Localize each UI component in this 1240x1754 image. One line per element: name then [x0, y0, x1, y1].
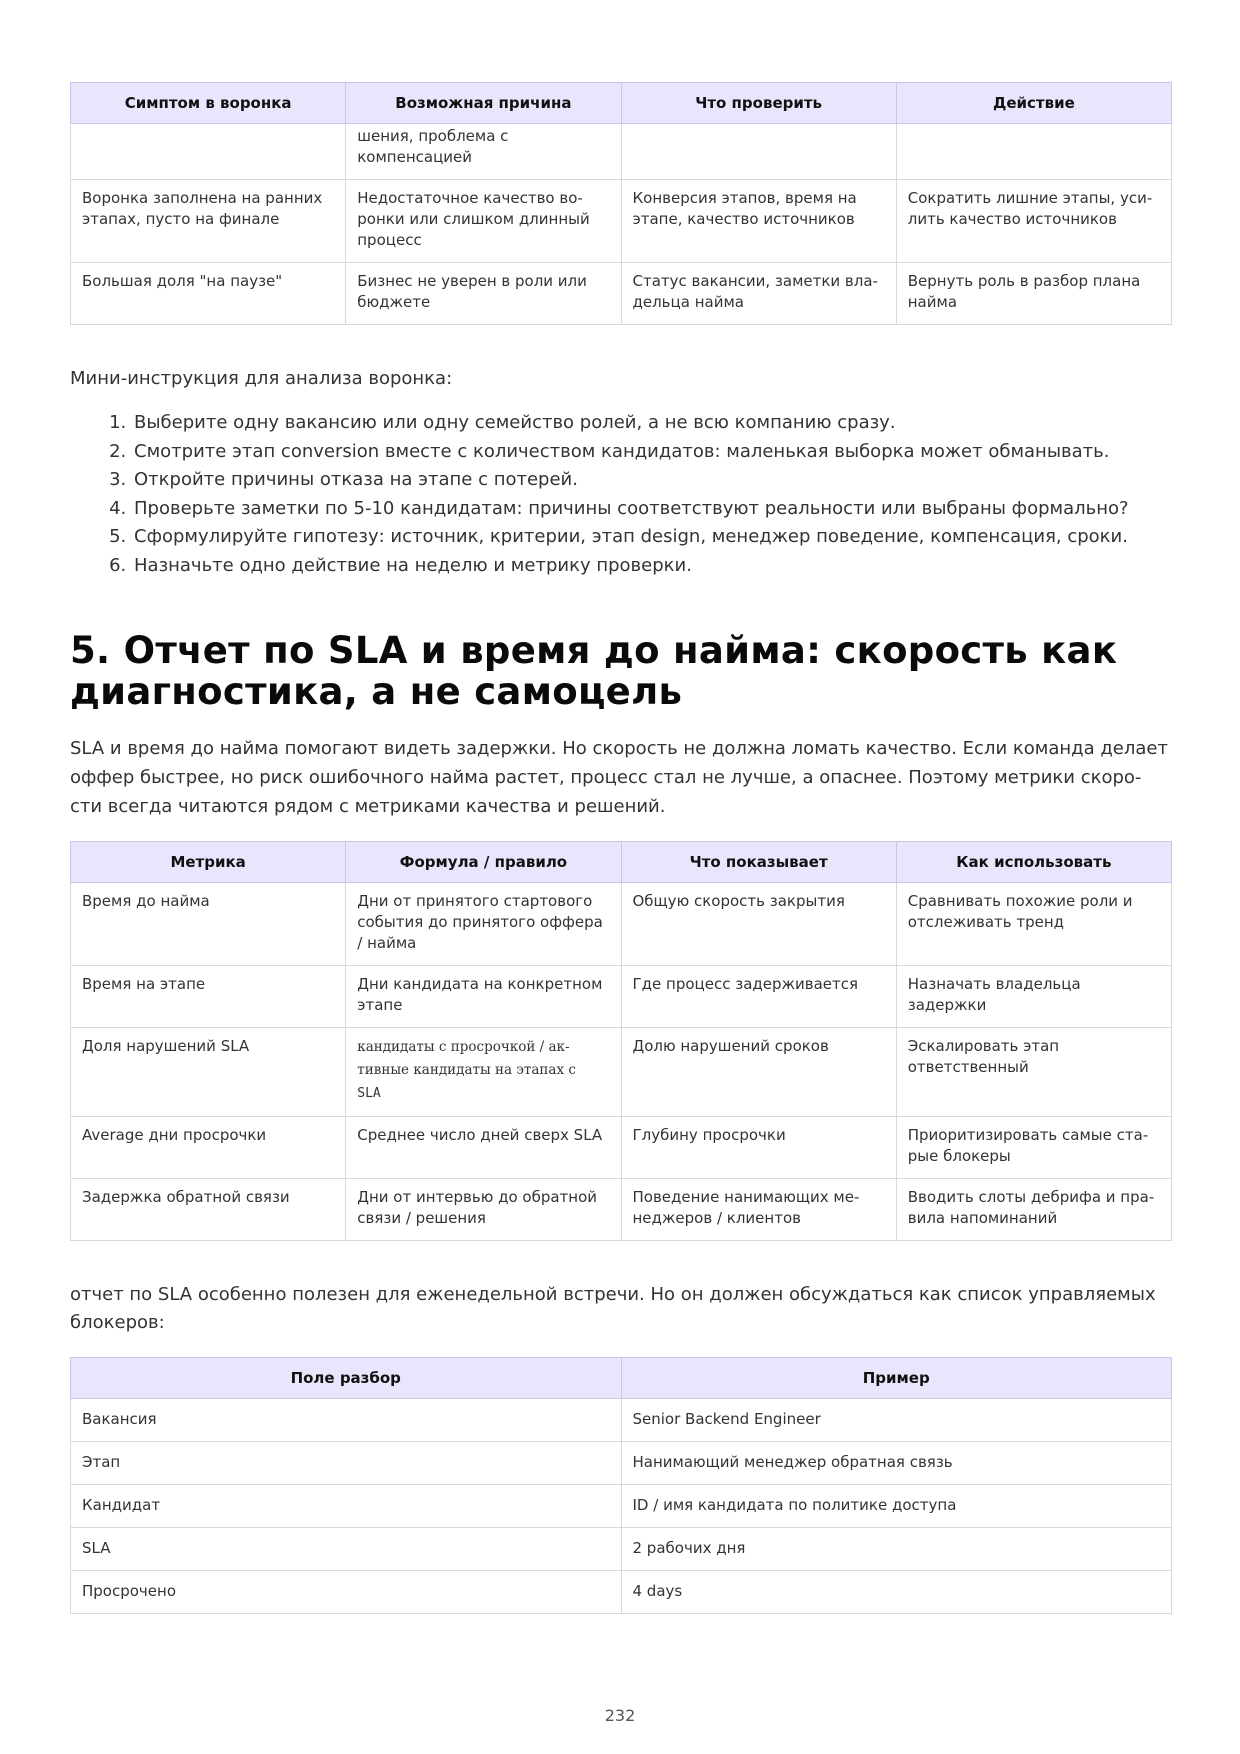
table-cell: Статус вакансии, заметки вла-дельца найма [621, 263, 896, 325]
review-fields-table [70, 1357, 1172, 1614]
table-row [71, 1179, 1172, 1241]
table-header-cell: Как использовать [896, 842, 1171, 883]
table-cell: Где процесс задерживается [621, 966, 896, 1028]
table-header-cell: Возможная причина [346, 83, 621, 124]
table-cell: Сравнивать похожие роли и отслеживать тренд [896, 883, 1171, 966]
table-cell: Дни от принятого стартового события до принятого оффера / найма [346, 883, 621, 966]
table-header-cell: Метрика [71, 842, 346, 883]
table-cell [71, 124, 346, 180]
table-cell: Сократить лишние этапы, уси-лить качество источников [896, 180, 1171, 263]
sla-metrics-table [70, 841, 1172, 1241]
table-header-cell: Симптом в воронка [71, 83, 346, 124]
table-header-cell: Что проверить [621, 83, 896, 124]
table-cell: Время до найма [71, 883, 346, 966]
table-cell: Senior Backend Engineer [621, 1399, 1172, 1442]
table-cell: Эскалировать этап ответственный [896, 1028, 1171, 1117]
table-row [71, 124, 1172, 180]
table-cell: Вернуть роль в разбор плана найма [896, 263, 1171, 325]
formula-text: кандидаты с просрочкой / ак-тивные кандидаты на этапах с [357, 1039, 576, 1078]
table-header-cell: Поле разбор [71, 1358, 622, 1399]
page-content [70, 82, 1172, 1614]
table-cell: Этап [71, 1442, 622, 1485]
table-cell: Задержка обратной связи [71, 1179, 346, 1241]
table-cell: Просрочено [71, 1571, 622, 1614]
table-row [71, 1485, 1172, 1528]
list-item: 6. Назначьте одно действие на неделю и метрику проверки. [132, 552, 1172, 581]
table-cell [896, 124, 1171, 180]
list-item: 5. Сформулируйте гипотезу: источник, критерии, этап design, менеджер поведение, компенсация, сроки. [132, 523, 1172, 552]
table-header-cell: Формула / правило [346, 842, 621, 883]
table-cell: Долю нарушений сроков [621, 1028, 896, 1117]
table-header-row [71, 842, 1172, 883]
section-heading: 5. Отчет по SLA и время до найма: скорость как диагностика, а не самоцель [70, 629, 1118, 713]
page-number: 232 [604, 1706, 636, 1725]
table-cell: Воронка заполнена на ранних этапах, пусто на финале [71, 180, 346, 263]
table-row [71, 1528, 1172, 1571]
table-row [71, 883, 1172, 966]
table-cell: Дни кандидата на конкретном этапе [346, 966, 621, 1028]
table-row [71, 1028, 1172, 1117]
table-header-cell: Действие [896, 83, 1171, 124]
funnel-symptoms-table [70, 82, 1172, 325]
table-row [71, 1117, 1172, 1179]
table-cell: Общую скорость закрытия [621, 883, 896, 966]
list-item: 1. Выберите одну вакансию или одну семейство ролей, а не всю компанию сразу. [132, 409, 1172, 438]
section-paragraph: SLA и время до найма помогают видеть задержки. Но скорость не должна ломать качество. Если команда делает оффер быстрее, но риск ошибочного найма растет, процесс стал не лучше, а опаснее. Поэтому метрики скоро-сти всегда читаются рядом с метриками качества и решений. [70, 738, 1168, 817]
table-cell: 4 days [621, 1571, 1172, 1614]
table-row [71, 263, 1172, 325]
table-header-row [71, 1358, 1172, 1399]
table-cell: Назначать владельца задержки [896, 966, 1171, 1028]
list-item: 4. Проверьте заметки по 5-10 кандидатам: причины соответствуют реальности или выбраны формально? [132, 495, 1172, 524]
formula-code: SLA [357, 1086, 381, 1101]
table-cell: Доля нарушений SLA [71, 1028, 346, 1117]
list-item: 2. Смотрите этап conversion вместе с количеством кандидатов: маленькая выборка может обманывать. [132, 438, 1172, 467]
table-row [71, 1442, 1172, 1485]
list-item: 3. Откройте причины отказа на этапе с потерей. [132, 466, 1172, 495]
table-cell: Нанимающий менеджер обратная связь [621, 1442, 1172, 1485]
table-header-cell: Что показывает [621, 842, 896, 883]
table-cell: шения, проблема с компенсацией [346, 124, 621, 180]
table-cell: Вводить слоты дебрифа и пра-вила напоминаний [896, 1179, 1171, 1241]
table-cell: Время на этапе [71, 966, 346, 1028]
table-cell: Average дни просрочки [71, 1117, 346, 1179]
table-cell [621, 124, 896, 180]
table-row [71, 180, 1172, 263]
table-cell: Среднее число дней сверх SLA [346, 1117, 621, 1179]
table-cell: Бизнес не уверен в роли или бюджете [346, 263, 621, 325]
instructions-intro: Мини-инструкция для анализа воронка: [70, 368, 453, 389]
table-row [71, 1399, 1172, 1442]
table-cell: Кандидат [71, 1485, 622, 1528]
table-header-cell: Пример [621, 1358, 1172, 1399]
table-cell: SLA [71, 1528, 622, 1571]
table-cell: Конверсия этапов, время на этапе, качество источников [621, 180, 896, 263]
table-header-row [71, 83, 1172, 124]
table-cell: Приоритизировать самые ста-рые блокеры [896, 1117, 1171, 1179]
table-cell: Поведение нанимающих ме-неджеров / клиентов [621, 1179, 896, 1241]
instructions-list [70, 409, 1172, 580]
table-cell: Дни от интервью до обратной связи / решения [346, 1179, 621, 1241]
table-cell: 2 рабочих дня [621, 1528, 1172, 1571]
sla-report-paragraph: отчет по SLA особенно полезен для еженедельной встречи. Но он должен обсуждаться как список управляемых блокеров: [70, 1284, 1156, 1333]
table-cell: Вакансия [71, 1399, 622, 1442]
table-cell: ID / имя кандидата по политике доступа [621, 1485, 1172, 1528]
table-cell: Глубину просрочки [621, 1117, 896, 1179]
table-row [71, 1571, 1172, 1614]
table-row [71, 966, 1172, 1028]
table-cell: Недостаточное качество во-ронки или слишком длинный процесс [346, 180, 621, 263]
formula-cell [346, 1028, 621, 1117]
table-cell: Большая доля "на паузе" [71, 263, 346, 325]
